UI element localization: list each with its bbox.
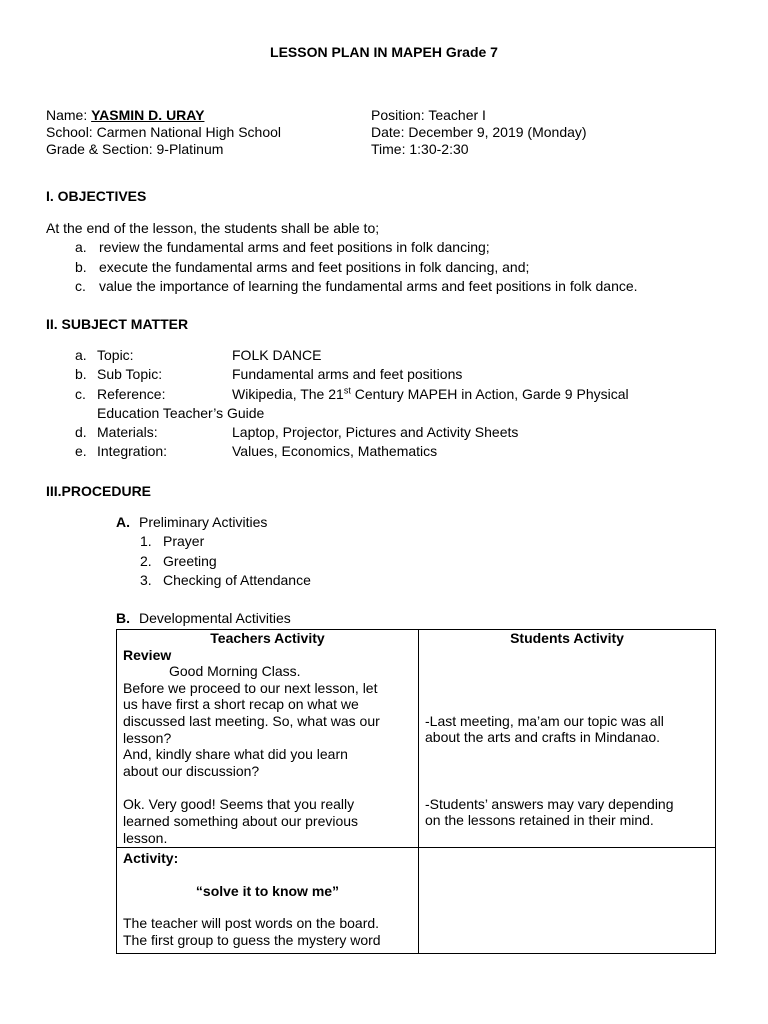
subject-label: Integration: xyxy=(97,443,168,459)
position-line: Position: Teacher I xyxy=(371,107,486,123)
school-line: School: Carmen National High School xyxy=(46,124,282,140)
teacher-line: Before we proceed to our next lesson, let xyxy=(123,679,378,696)
prelim-item: Prayer xyxy=(163,533,205,549)
subject-label: Reference: xyxy=(97,386,166,402)
page-title: LESSON PLAN IN MAPEH Grade 7 xyxy=(270,44,498,60)
subject-value: Values, Economics, Mathematics xyxy=(232,443,438,459)
review-label: Review xyxy=(123,646,172,663)
procedure-heading: III.PROCEDURE xyxy=(46,483,152,499)
student-line: -Students’ answers may vary depending xyxy=(425,795,674,812)
teacher-line: about our discussion? xyxy=(123,762,260,779)
student-column-header: Students Activity xyxy=(510,630,624,646)
student-line: about the arts and crafts in Mindanao. xyxy=(425,729,661,746)
teacher-line: lesson. xyxy=(123,829,168,846)
objective-item: review the fundamental arms and feet positions in folk dancing; xyxy=(99,239,490,255)
subject-label: Sub Topic: xyxy=(97,366,163,382)
activities-table xyxy=(116,629,716,954)
subject-marker: b. xyxy=(75,366,87,382)
activity-cell xyxy=(117,848,419,954)
table-row xyxy=(117,630,716,848)
subject-marker: c. xyxy=(75,386,86,402)
subject-label: Materials: xyxy=(97,424,158,440)
subject-marker: e. xyxy=(75,443,87,459)
prelim-marker: 1. xyxy=(140,533,152,549)
teacher-name: YASMIN D. URAY xyxy=(91,107,205,123)
prelim-item: Greeting xyxy=(163,553,217,569)
date-line: Date: December 9, 2019 (Monday) xyxy=(371,124,587,140)
prelim-item: Checking of Attendance xyxy=(163,572,311,588)
subject-matter-heading: II. SUBJECT MATTER xyxy=(46,316,189,332)
section-a-title: Preliminary Activities xyxy=(139,514,268,530)
grade-section-line: Grade & Section: 9-Platinum xyxy=(46,141,224,157)
objective-marker: b. xyxy=(75,259,87,275)
subject-value: Fundamental arms and feet positions xyxy=(232,366,463,382)
student-cell xyxy=(419,630,716,848)
prelim-marker: 3. xyxy=(140,572,152,588)
teacher-column-header: Teachers Activity xyxy=(210,630,325,646)
subject-marker: a. xyxy=(75,347,87,363)
teacher-line: And, kindly share what did you learn xyxy=(123,746,348,763)
reference-text: Wikipedia, The 21 xyxy=(232,386,344,402)
teacher-line: discussed last meeting. So, what was our xyxy=(123,712,380,729)
subject-value: FOLK DANCE xyxy=(232,347,322,363)
reference-value xyxy=(232,386,629,403)
objective-item: value the importance of learning the fundamental arms and feet positions in folk dance. xyxy=(99,278,638,294)
objectives-heading: I. OBJECTIVES xyxy=(46,188,147,204)
teacher-line: Ok. Very good! Seems that you really xyxy=(123,796,355,813)
teacher-line: lesson? xyxy=(123,729,172,746)
section-b-marker: B. xyxy=(116,610,130,626)
student-line: -Last meeting, ma’am our topic was all xyxy=(425,712,664,729)
prelim-marker: 2. xyxy=(140,553,152,569)
name-line xyxy=(46,107,204,124)
subject-value: Laptop, Projector, Pictures and Activity Sheets xyxy=(232,424,519,440)
student-activity-cell xyxy=(419,848,716,954)
objective-item: execute the fundamental arms and feet positions in folk dancing, and; xyxy=(99,259,530,275)
section-b-title: Developmental Activities xyxy=(139,610,291,626)
activity-line: The teacher will post words on the board. xyxy=(123,915,380,932)
teacher-line: us have first a short recap on what we xyxy=(123,696,359,713)
student-line: on the lessons retained in their mind. xyxy=(425,812,654,829)
teacher-line: learned something about our previous xyxy=(123,812,359,829)
reference-text: Century MAPEH in Action, Garde 9 Physical xyxy=(350,386,629,402)
name-label: Name: xyxy=(46,107,88,123)
greeting-line: Good Morning Class. xyxy=(169,663,301,680)
section-a-marker: A. xyxy=(116,514,130,530)
teacher-cell xyxy=(117,630,419,848)
reference-continuation: Education Teacher’s Guide xyxy=(97,405,265,421)
objective-marker: a. xyxy=(75,239,87,255)
subject-label: Topic: xyxy=(97,347,134,363)
objectives-intro: At the end of the lesson, the students shall be able to; xyxy=(46,220,380,236)
reference-superscript: st xyxy=(343,385,351,396)
activity-label: Activity: xyxy=(123,850,179,866)
activity-title: “solve it to know me” xyxy=(195,882,340,899)
objective-marker: c. xyxy=(75,278,86,294)
table-row xyxy=(117,848,716,954)
subject-marker: d. xyxy=(75,424,87,440)
activity-line: The first group to guess the mystery word xyxy=(123,931,381,948)
time-line: Time: 1:30-2:30 xyxy=(371,141,469,157)
